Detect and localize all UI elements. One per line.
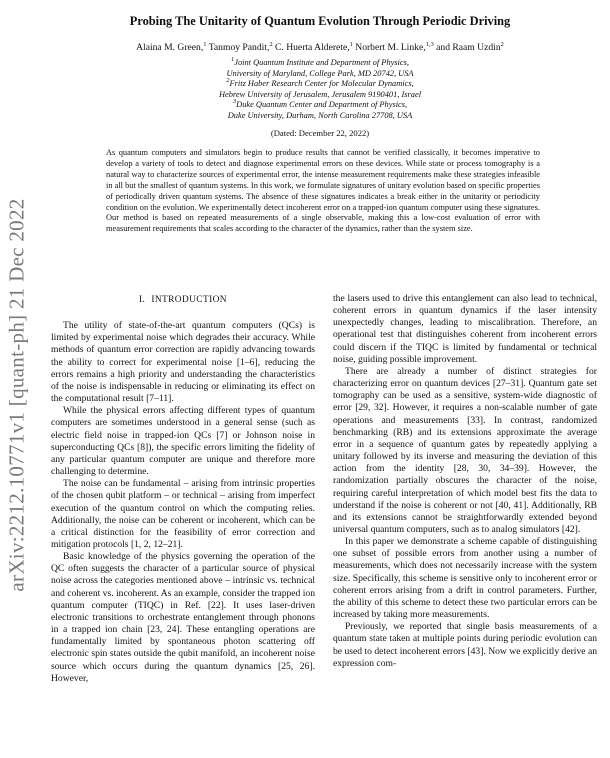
paragraph: the lasers used to drive this entanglement can also lead to technical, coherent errors in quantum dynamics if the laser intensity unexpectedly changes, leading to miscalibration. Therefore, an operational test that distinguishes coherent from incoherent errors could discern if the TIQC is limited by fundamental or technical noise, guiding possible improvement. <box>333 293 597 365</box>
author: Alaina M. Green, <box>136 42 204 53</box>
paragraph: Previously, we reported that single basis measurements of a quantum state taken at multiple points during periodic evolution can be used to detect incoherent errors [43]. Now we explicitly derive an expression com- <box>333 621 597 669</box>
paragraph: The noise can be fundamental – arising from intrinsic properties of the chosen qubit platform – or technical – arising from imperfect execution of the quantum control on which the computing relies. Additionally, the noise can be coherent or incoherent, which can be a critical distinction for the feasibility of error correction and mitigation protocols [1, 2, 12–21]. <box>51 478 315 550</box>
date-line: (Dated: December 22, 2022) <box>270 128 370 138</box>
paragraph: Basic knowledge of the physics governing the operation of the QC often suggests the character of a particular source of physical noise across the categories mentioned above – intrinsic vs. technical and coherent vs. incoherent. As an example, consider the trapped ion quantum computer (TIQC) in Ref. [22]. It uses laser-driven electronic transitions to orchestrate entanglement through phonons in a trapped ion chain [23, 24]. These entangling operations are fundamentally limited by spontaneous photon scattering off electronic spin states outside the qubit manifold, an incoherent noise source which occurs during the quantum dynamics [25, 26]. However, <box>51 551 316 684</box>
paragraph: The utility of state-of-the-art quantum computers (QCs) is limited by experimental noise which degrades their accuracy. While methods of quantum error correction are rapidly advancing towards the ability to correct for experimental noise [1–6], reducing the errors remains a high priority and understanding the characteristics of the noise is indispensable in reducing or eliminating its effect on the computational result [7–11]. <box>51 320 315 405</box>
arxiv-identifier: arXiv:2212.10771v1 [quant-ph] 21 Dec 2022 <box>4 198 29 592</box>
affiliation-line: University of Maryland, College Park, MD 20742, USA <box>226 68 414 78</box>
author: and Raam Uzdin <box>436 42 501 53</box>
paragraph: While the physical errors affecting different types of quantum computers are sometimes understood in a general sense (such as electric field noise in trapped-ion QCs [7] or Johnson noise in superconducting QCs [8]), the specific errors limiting the fidelity of any particular quantum computer are unique and therefore more challenging to determine. <box>51 405 315 478</box>
left-column <box>51 294 315 685</box>
arxiv-sidebar <box>2 180 32 610</box>
section-heading: I. INTRODUCTION <box>139 295 227 305</box>
affiliations: $^1$Joint Quantum Institute and Department of Physics, University of Maryland, College Park, MD 20742, USA $^2$Fritz Haber Research Center for Molecular Dynamics, Hebrew University of Jerusalem, Jerusalem 9190401, Israel $^3$Duke Quantum Center and Department of Physics, Duke University, Durham, North Carolina 27708, USA <box>40 58 600 122</box>
paragraph: In this paper we demonstrate a scheme capable of distinguishing one subset of possible errors from another using a number of measurements, which does not necessarily increase with the system size. Specifically, this scheme is sensitive only to incoherent error or coherent errors arising from a drift in control parameters. Further, the ability of this scheme to detect these two particular errors can be increased by taking more measurements. <box>333 536 597 621</box>
author: Norbert M. Linke, <box>355 42 426 53</box>
author: Tanmoy Pandit, <box>208 42 270 53</box>
paragraph: There are already a number of distinct strategies for characterizing error on quantum devices [27–31]. Quantum gate set tomography can be used as a sensitive, system-wide diagnostic of error [29, 32]. However, it requires a non-scalable number of gate operations and measurements [33]. In contrast, randomized benchmarking (RB) and its extensions approximate the average error in a sequence of quantum gates by repeatedly applying a unitary followed by its inverse and measuring the deviation of this action from the identity [28, 30, 34–39]. However, the randomization partially obscures the character of the noise, requiring careful interpretation of which model best fits the data to understand if the noise is coherent or not [40, 41]. Additionally, RB and its extensions cannot be straightforwardly extended beyond universal quantum computers, such as to analog simulators [42]. <box>333 365 597 535</box>
affiliation-line: Duke University, Durham, North Carolina 27708, USA <box>227 110 413 120</box>
affiliation-line: Fritz Haber Research Center for Molecular Dynamics, <box>229 79 414 89</box>
paper-title: Probing The Unitarity of Quantum Evolution Through Periodic Driving <box>129 14 511 28</box>
affiliation-line: Joint Quantum Institute and Department of Physics, <box>234 58 409 67</box>
abstract: As quantum computers and simulators begin to produce results that cannot be verified classically, it becomes imperative to develop a variety of tools to detect and diagnose experimental errors on these devices. While state or process tomography is a natural way to characterize sources of experimental error, the intense measurement requirements make these strategies infeasible in all but the smallest of quantum systems. In this work, we formulate signatures of unitary evolution based on specific properties of periodically driven quantum systems. The absence of these signatures indicates a break either in the unitarity or periodicity condition on the evolution. We experimentally detect incoherent error on a trapped-ion quantum computer using these signatures. Our method is based on repeated measurements of a single observable, making this a low-cost evaluation of error with measurement requirements that scales according to the character of the dynamics, rather than the system size. <box>106 148 541 234</box>
author-list: Alaina M. Green,$^1$ Tanmoy Pandit,$^2$ C. Huerta Alderete,$^1$ Norbert M. Linke,$^{1,3}$ and Raam Uzdin$^2$ <box>136 40 504 53</box>
right-column <box>333 293 597 670</box>
affiliation-line: Hebrew University of Jerusalem, Jerusalem 9190401, Israel <box>218 89 422 99</box>
affiliation-line: Duke Quantum Center and Department of Physics, <box>236 100 408 110</box>
author: C. Huerta Alderete, <box>275 42 350 53</box>
